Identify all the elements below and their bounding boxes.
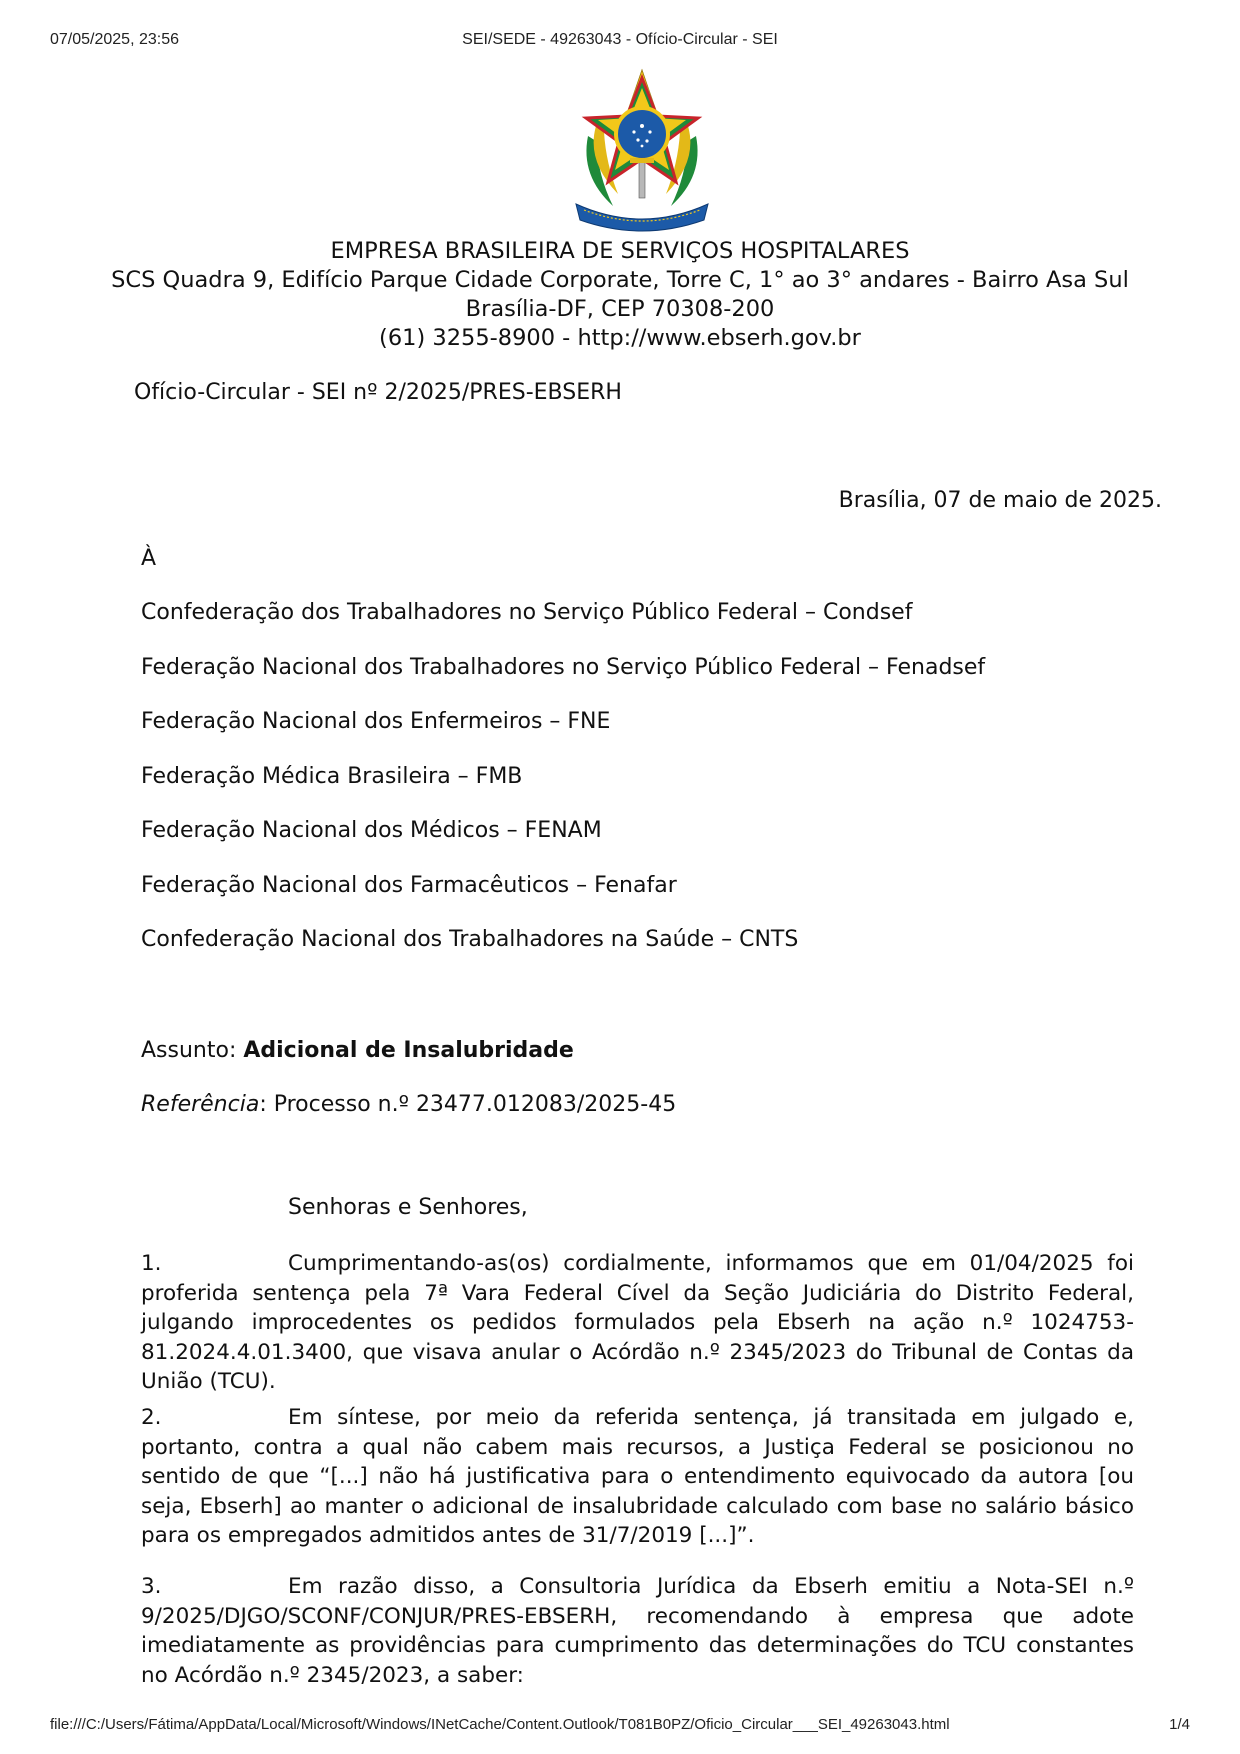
paragraph-3 [141,1572,1134,1690]
greeting: Senhoras e Senhores, [288,1195,528,1220]
recipient-item: Federação Médica Brasileira – FMB [141,764,523,789]
recipient-item: Confederação dos Trabalhadores no Serviço Público Federal – Condsef [141,600,913,625]
file-path: file:///C:/Users/Fátima/AppData/Local/Microsoft/Windows/INetCache/Content.Outlook/T081B0PZ/Oficio_Circular___SEI_49263043.html [50,1716,950,1733]
print-title: SEI/SEDE - 49263043 - Ofício-Circular - SEI [462,31,778,48]
paragraph-1 [141,1249,1134,1397]
recipient-item: Federação Nacional dos Trabalhadores no Serviço Público Federal – Fenadsef [141,655,986,680]
place-date: Brasília, 07 de maio de 2025. [838,488,1162,513]
recipient-item: Federação Nacional dos Médicos – FENAM [141,818,602,843]
recipient-item: Confederação Nacional dos Trabalhadores na Saúde – CNTS [141,927,799,952]
subject-line [141,1038,574,1063]
print-datetime: 07/05/2025, 23:56 [50,31,180,48]
paragraph-number: 1. [141,1251,162,1276]
organization-address: SCS Quadra 9, Edifício Parque Cidade Corporate, Torre C, 1° ao 3° andares - Bairro Asa Sul [111,267,1129,293]
reference-line [141,1092,676,1117]
paragraph-text: Em síntese, por meio da referida sentença, já transitada em julgado e, portanto, contra a qual não cabem mais recursos, a Justiça Federal se posicionou no sentido de que “[...] não há justificativa para o entendimento equivocado da autora [ou seja, Ebserh] ao manter o adicional de insalubridade calculado com base no salário básico para os empregados admitidos antes de 31/7/2019 [...]”. [141,1405,1134,1548]
paragraph-2 [141,1403,1134,1551]
recipient-item: Federação Nacional dos Enfermeiros – FNE [141,709,611,734]
page-number: 1/4 [1169,1716,1190,1733]
brazil-coat-of-arms-icon [558,66,726,234]
organization-city: Brasília-DF, CEP 70308-200 [465,296,775,322]
document-id: Ofício-Circular - SEI nº 2/2025/PRES-EBSERH [134,380,622,405]
paragraph-number: 2. [141,1405,162,1430]
subject-label: Assunto: [141,1038,244,1063]
recipient-item: Federação Nacional dos Farmacêuticos – Fenafar [141,873,677,898]
paragraph-text: Cumprimentando-as(os) cordialmente, informamos que em 01/04/2025 foi proferida sentença pela 7ª Vara Federal Cível da Seção Judiciária do Distrito Federal, julgando improcedentes os pedidos formulados pela Ebserh na ação n.º 1024753-81.2024.4.01.3400, que visava anular o Acórdão n.º 2345/2023 do Tribunal de Contas da União (TCU). [141,1251,1134,1394]
reference-label: Referência [141,1092,260,1117]
subject-value: Adicional de Insalubridade [243,1038,574,1063]
paragraph-number: 3. [141,1574,162,1599]
paragraph-text: Em razão disso, a Consultoria Jurídica da Ebserh emitiu a Nota-SEI n.º 9/2025/DJGO/SCONF/CONJUR/PRES-EBSERH, recomendando à empresa que adote imediatamente as providências para cumprimento das determinações do TCU constantes no Acórdão n.º 2345/2023, a saber: [141,1574,1134,1688]
reference-value: : Processo n.º 23477.012083/2025-45 [259,1092,677,1117]
salutation-to: À [141,546,157,571]
organization-name: EMPRESA BRASILEIRA DE SERVIÇOS HOSPITALARES [330,238,910,264]
organization-contact: (61) 3255-8900 - http://www.ebserh.gov.br [379,325,861,351]
